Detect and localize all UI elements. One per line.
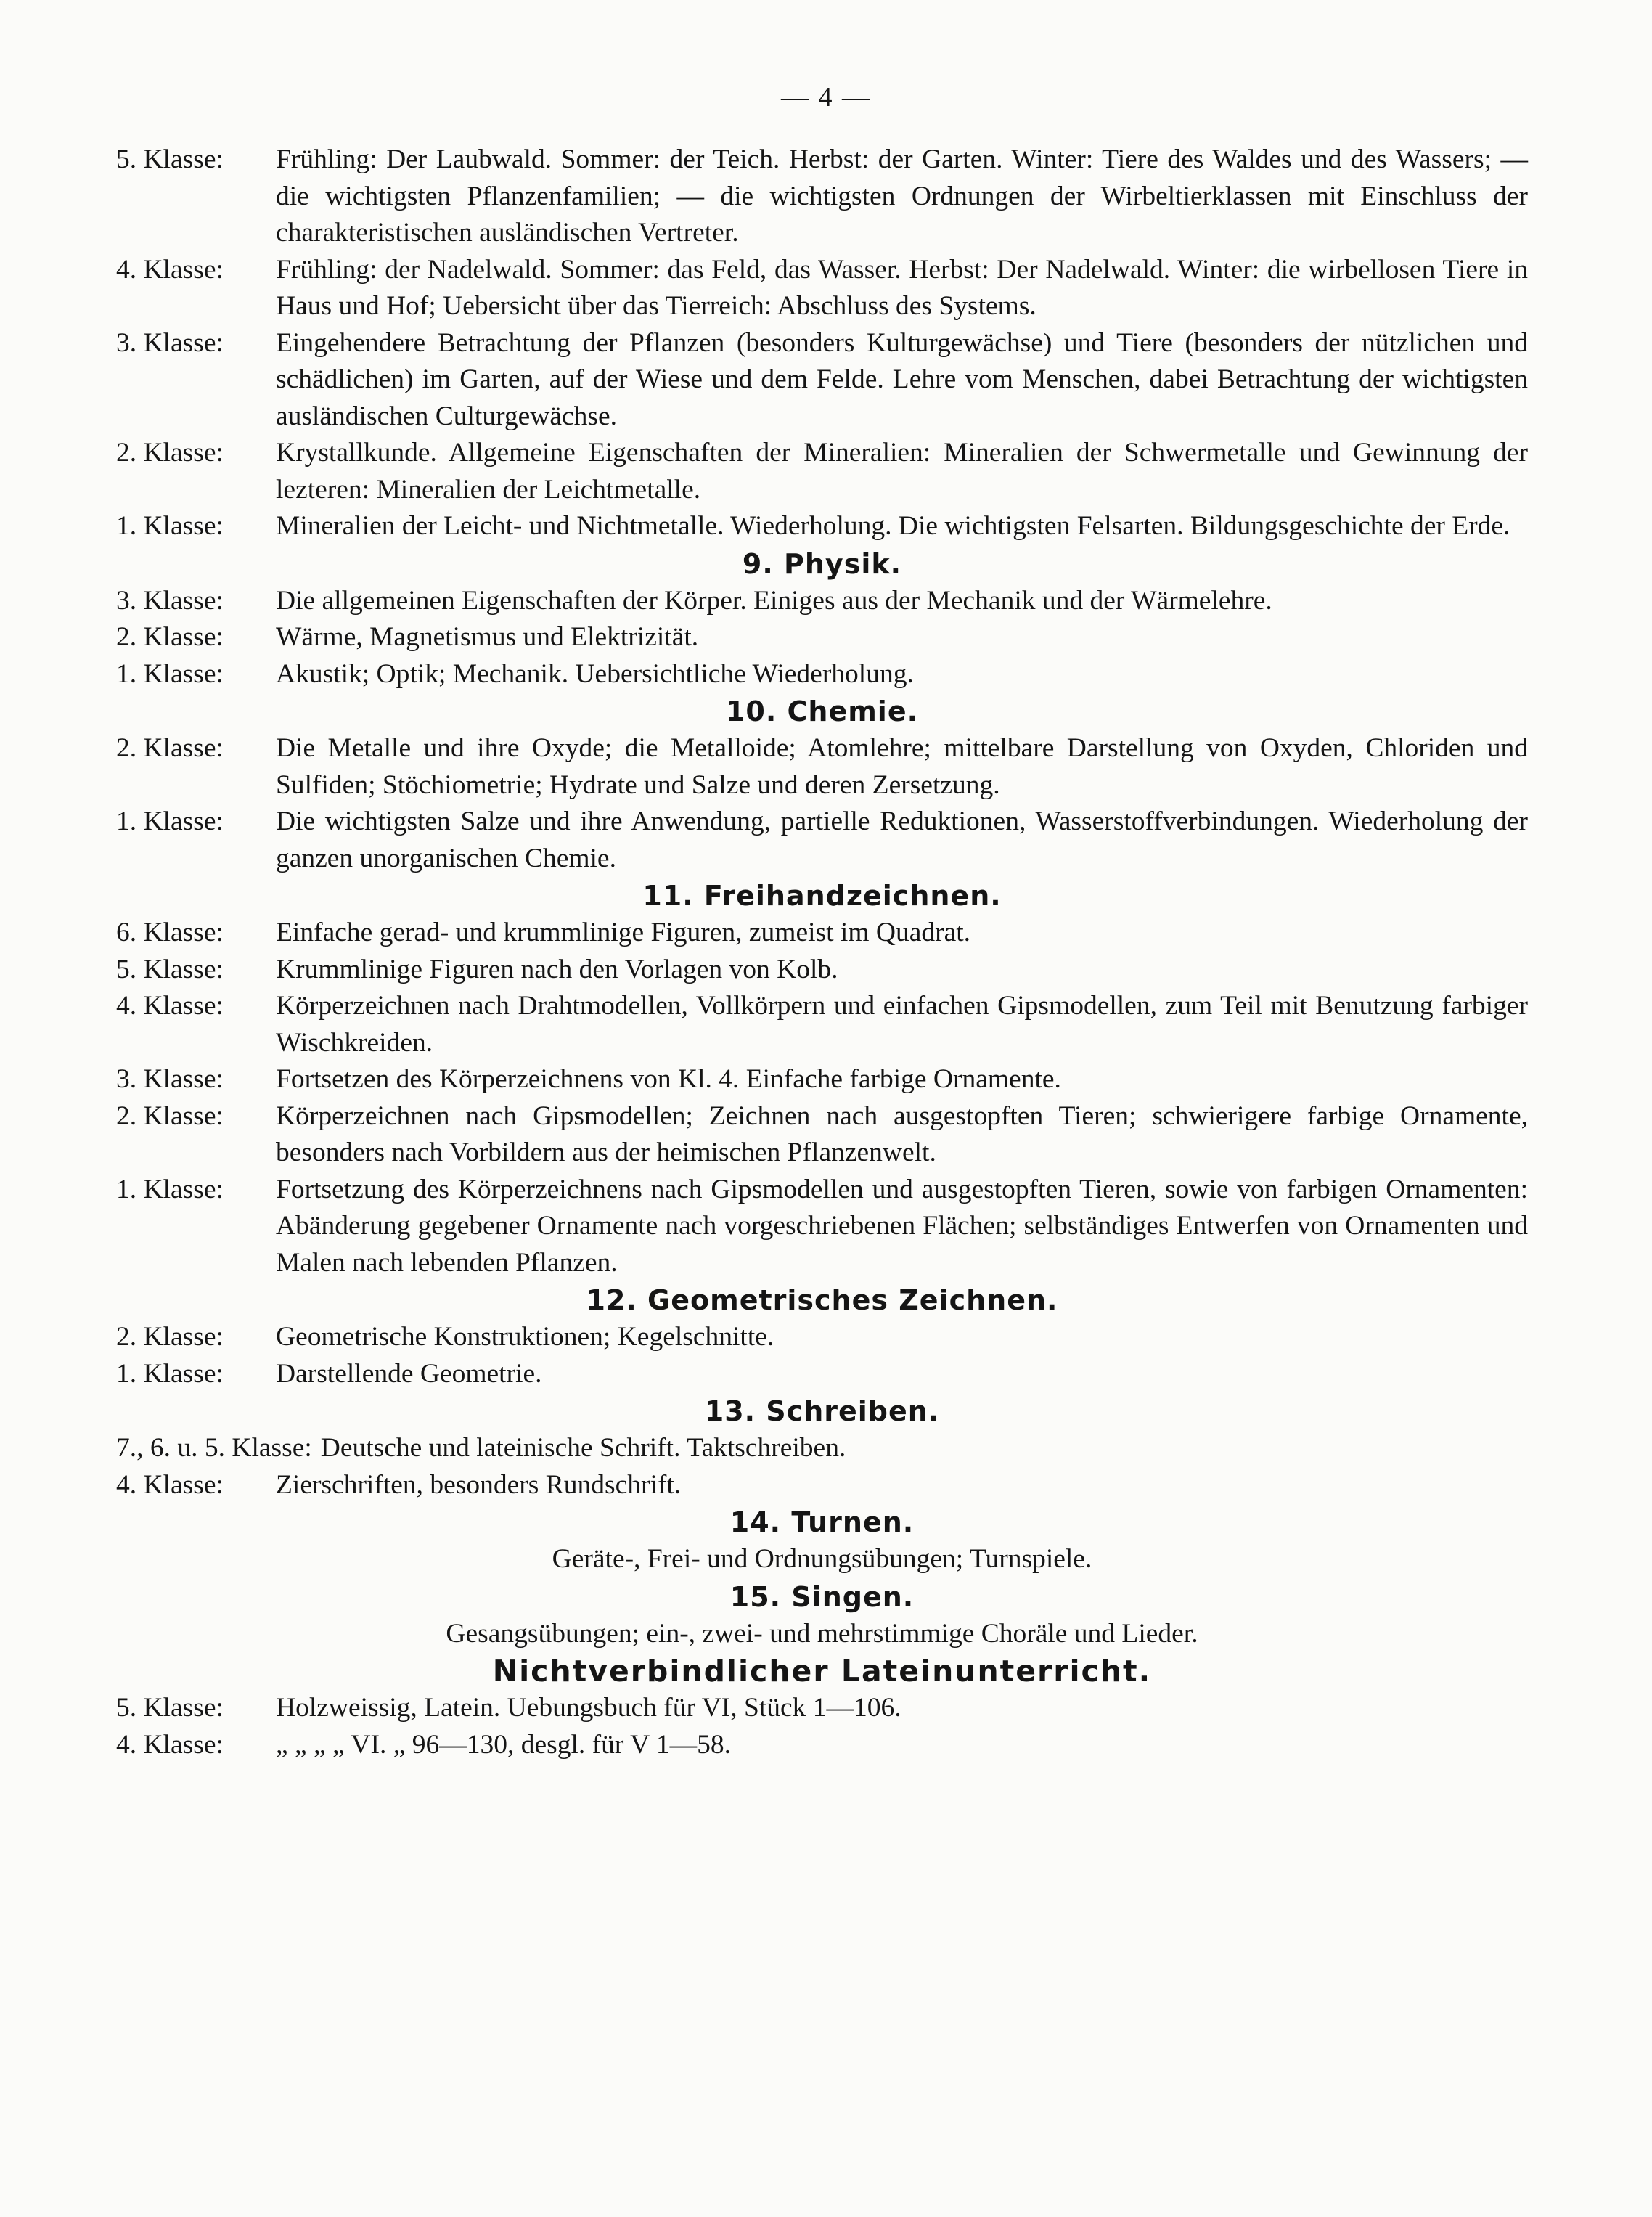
class-label: 4. Klasse: <box>116 991 224 1021</box>
class-entry <box>116 1356 1528 1393</box>
class-entry <box>116 804 1528 877</box>
section-line: Geräte-, Frei- und Ordnungsübungen; Turnspiele. <box>552 1544 1092 1574</box>
class-entry <box>116 952 1528 989</box>
class-label: 3. Klasse: <box>116 585 224 616</box>
class-text: Die wichtigsten Salze und ihre Anwendung, partielle Reduktionen, Wasserstoffverbindungen. Wiederholung der ganzen unorganischen Chemie. <box>276 807 1528 873</box>
class-entry <box>116 915 1528 952</box>
class-label: 5. Klasse: <box>116 1693 224 1723</box>
section-heading: 15. Singen. <box>729 1580 915 1613</box>
section-singen <box>116 1578 1528 1653</box>
class-label: 1. Klasse: <box>116 1358 224 1389</box>
section-heading: 13. Schreiben. <box>704 1395 940 1427</box>
class-text: Die allgemeinen Eigenschaften der Körper. Einiges aus der Mechanik und der Wärmelehre. <box>276 585 1272 616</box>
class-text: Krummlinige Figuren nach den Vorlagen von Kolb. <box>276 954 838 984</box>
class-text: Einfache gerad- und krummlinige Figuren, zumeist im Quadrat. <box>276 918 971 947</box>
class-entry <box>116 1319 1528 1356</box>
section-turnen <box>116 1503 1528 1578</box>
class-label: 1. Klasse: <box>116 511 224 541</box>
page-number: — 4 — <box>781 82 871 113</box>
class-entry <box>116 142 1528 252</box>
class-text: Deutsche und lateinische Schrift. Taktschreiben. <box>320 1433 846 1463</box>
class-entry <box>116 730 1528 804</box>
section-heading: 12. Geometrisches Zeichnen. <box>586 1284 1058 1316</box>
class-label: 4. Klasse: <box>116 1729 224 1760</box>
class-label: 4. Klasse: <box>116 254 224 285</box>
class-text: Geometrische Konstruktionen; Kegelschnitte. <box>276 1322 774 1352</box>
class-entry <box>116 656 1528 693</box>
section-heading: Nichtverbindlicher Lateinunterricht. <box>492 1654 1152 1689</box>
class-text: Eingehendere Betrachtung der Pflanzen (besonders Kulturgewächse) und Tiere (besonders der nützlichen und schädlichen) im Garten, auf der Wiese und dem Felde. Lehre vom Menschen, dabei Betrachtung der wichtigsten ausländischen Culturgewächse. <box>276 327 1528 431</box>
class-text: Wärme, Magnetismus und Elektrizität. <box>276 622 699 652</box>
class-label: 2. Klasse: <box>116 438 224 468</box>
lehrplan-content <box>116 142 1528 1763</box>
class-entry <box>116 988 1528 1061</box>
class-entry <box>116 435 1528 508</box>
class-entry <box>116 1061 1528 1098</box>
class-text: Fortsetzung des Körperzeichnens nach Gipsmodellen und ausgestopften Tieren, sowie von farbigen Ornamenten: Abänderung gegebener Ornamente nach vorgeschriebenen Flächen; selbständiges Entwerfen von Ornamenten und Malen nach lebenden Pflanzen. <box>276 1174 1528 1278</box>
class-text: Fortsetzen des Körperzeichnens von Kl. 4. Einfache farbige Ornamente. <box>276 1064 1061 1094</box>
class-label: 3. Klasse: <box>116 1064 224 1094</box>
class-entry <box>116 1727 1528 1764</box>
class-entry <box>116 583 1528 620</box>
class-label: 2. Klasse: <box>116 733 224 763</box>
section-chemie <box>116 693 1528 877</box>
class-label: 2. Klasse: <box>116 622 224 652</box>
class-label: 5. Klasse: <box>116 144 224 174</box>
class-entry <box>116 1690 1528 1727</box>
section-schreiben <box>116 1392 1528 1503</box>
section-physik <box>116 545 1528 693</box>
section-freihandzeichnen <box>116 877 1528 1281</box>
section-heading: 9. Physik. <box>742 547 902 580</box>
section-heading: 10. Chemie. <box>725 695 919 727</box>
class-text: Frühling: der Nadelwald. Sommer: das Feld, das Wasser. Herbst: Der Nadelwald. Winter: die wirbellosen Tiere in Haus und Hof; Uebersicht über das Tierreich: Abschluss des Systems. <box>276 254 1528 321</box>
class-label: 5. Klasse: <box>116 954 224 984</box>
class-text: Frühling: Der Laubwald. Sommer: der Teich. Herbst: der Garten. Winter: Tiere des Waldes und des Wassers; — die wichtigsten Pflanzenfamilien; — die wichtigsten Ordnungen der Wirbeltierklassen mit Einschluss der charakteristischen ausländischen Vertreter. <box>276 144 1528 248</box>
class-text: Akustik; Optik; Mechanik. Uebersichtliche Wiederholung. <box>276 658 914 689</box>
class-label: 4. Klasse: <box>116 1469 224 1500</box>
section-naturgeschichte <box>116 142 1528 545</box>
class-entry <box>116 619 1528 656</box>
class-entry <box>116 325 1528 436</box>
section-heading: 14. Turnen. <box>729 1506 915 1538</box>
class-entry <box>116 1098 1528 1172</box>
class-label: 2. Klasse: <box>116 1322 224 1352</box>
class-label: 1. Klasse: <box>116 807 224 836</box>
section-heading: 11. Freihandzeichnen. <box>642 880 1002 912</box>
class-text: Holzweissig, Latein. Uebungsbuch für VI, Stück 1—106. <box>276 1693 901 1723</box>
class-label: 1. Klasse: <box>116 1174 224 1204</box>
class-label: 2. Klasse: <box>116 1101 224 1131</box>
class-text: Mineralien der Leicht- und Nichtmetalle. Wiederholung. Die wichtigsten Felsarten. Bildungsgeschichte der Erde. <box>276 511 1510 541</box>
class-text: Körperzeichnen nach Drahtmodellen, Vollkörpern und einfachen Gipsmodellen, zum Teil mit Benutzung farbiger Wischkreiden. <box>276 991 1528 1058</box>
class-text: „ „ „ „ VI. „ 96—130, desgl. für V 1—58. <box>276 1729 731 1760</box>
class-entry <box>116 508 1528 545</box>
class-text: Krystallkunde. Allgemeine Eigenschaften der Mineralien: Mineralien der Schwermetalle und Gewinnung der lezteren: Mineralien der Leichtmetalle. <box>276 438 1528 505</box>
class-entry <box>116 1430 1528 1467</box>
class-label: 6. Klasse: <box>116 918 224 947</box>
class-label: 1. Klasse: <box>116 658 224 689</box>
class-entry <box>116 1172 1528 1282</box>
class-entry <box>116 1467 1528 1504</box>
class-text: Körperzeichnen nach Gipsmodellen; Zeichnen nach ausgestopften Tieren; schwierigere farbige Ornamente, besonders nach Vorbildern aus der heimischen Pflanzenwelt. <box>276 1101 1528 1167</box>
class-label: 3. Klasse: <box>116 327 224 358</box>
class-text: Darstellende Geometrie. <box>276 1358 542 1389</box>
section-latein <box>116 1652 1528 1763</box>
section-line: Gesangsübungen; ein-, zwei- und mehrstimmige Choräle und Lieder. <box>446 1618 1198 1649</box>
class-label: 7., 6. u. 5. Klasse: <box>116 1433 312 1463</box>
class-text: Zierschriften, besonders Rundschrift. <box>276 1469 682 1500</box>
section-geometrisches-zeichnen <box>116 1281 1528 1392</box>
class-entry <box>116 252 1528 325</box>
class-text: Die Metalle und ihre Oxyde; die Metalloide; Atomlehre; mittelbare Darstellung von Oxyden, Chloriden und Sulfiden; Stöchiometrie; Hydrate und Salze und deren Zersetzung. <box>276 733 1528 800</box>
